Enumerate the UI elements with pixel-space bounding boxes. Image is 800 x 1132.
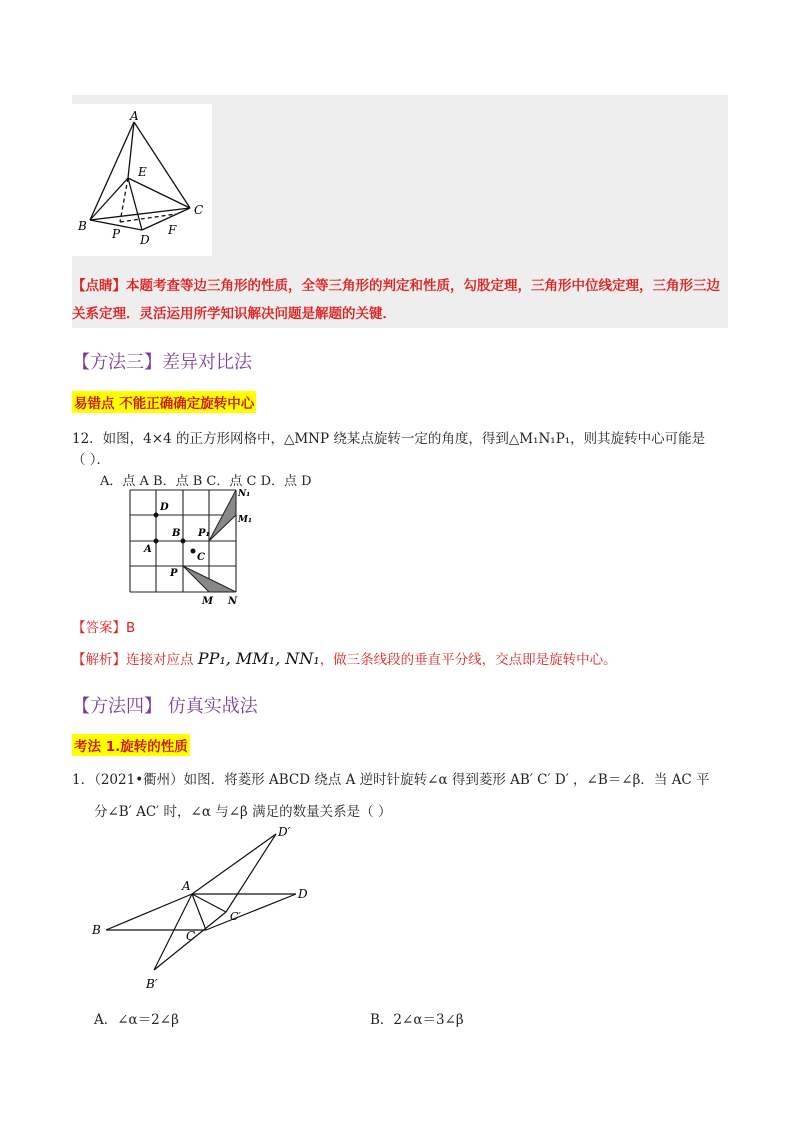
answer-value: B [126, 620, 136, 636]
answer-line [72, 616, 135, 636]
grid-label-C: C [197, 552, 205, 563]
grid-label-N: N [228, 596, 238, 607]
label-P: P [112, 227, 121, 241]
q1-option-b: B．2∠α＝3∠β [370, 1012, 464, 1028]
analysis-pre: 连接对应点 [126, 652, 198, 668]
grid-label-M: M [202, 596, 214, 607]
q1-line2: 分∠B′ AC′ 时，∠α 与∠β 满足的数量关系是（ ） [94, 804, 392, 820]
grid-label-N1: N₁ [238, 489, 251, 499]
label-F: F [168, 223, 177, 237]
rhombus-label-D: D [298, 887, 308, 901]
grid-label-P1: P₁ [198, 528, 210, 539]
grid-label-M1: M₁ [238, 515, 252, 525]
grid-figure [122, 484, 262, 608]
q1-line1: 1．（2021•衢州）如图．将菱形 ABCD 绕点 A 逆时针旋转∠α 得到菱形 AB′ C′ D′ ，∠B＝∠β．当 AC 平 [72, 772, 710, 788]
rhombus-label-C-prime: C′ [230, 910, 241, 923]
grid-label-A: A [144, 544, 152, 555]
rhombus-label-B: B [92, 923, 101, 937]
grid-label-B: B [172, 528, 181, 539]
q12-options: A．点 A B．点 B C．点 C D．点 D [100, 474, 312, 489]
q12-stem-line2: （ ）． [72, 452, 111, 468]
rhombus-figure [86, 822, 326, 994]
q1-option-a: A．∠α＝2∠β [94, 1012, 179, 1028]
kaofa-label: 考法 1.旋转的性质 [72, 734, 190, 756]
label-D: D [140, 233, 150, 247]
method3-title: 【方法三】差异对比法 [72, 352, 252, 373]
q12-stem-line1: 12．如图，4×4 的正方形网格中，△MNP 绕某点旋转一定的角度，得到△M₁N₁P₁，则其旋转中心可能是 [72, 431, 706, 447]
insight-tag: 【点睛】 [72, 278, 126, 294]
label-E: E [138, 165, 147, 179]
analysis-post: ，做三条线段的垂直平分线，交点即是旋转中心。 [319, 652, 617, 668]
rhombus-label-B-prime: B′ [146, 977, 158, 991]
insight-text: 本题考查等边三角形的性质，全等三角形的判定和性质，勾股定理，三角形中位线定理，三角形三边关系定理．灵活运用所学知识解决问题是解题的关键． [72, 278, 720, 322]
insight-note [72, 272, 728, 328]
label-B: B [78, 219, 87, 233]
triangle-figure [72, 104, 212, 256]
rhombus-label-A: A [182, 879, 191, 893]
analysis-formula: PP₁, MM₁, NN₁ [197, 649, 320, 668]
grid-label-D: D [160, 502, 169, 513]
analysis-tag: 【解析】 [72, 652, 126, 668]
method4-title: 【方法四】 仿真实战法 [72, 696, 258, 717]
answer-tag: 【答案】 [72, 620, 126, 636]
label-A: A [130, 109, 139, 123]
rhombus-label-C: C [186, 929, 196, 943]
label-C: C [194, 203, 204, 217]
grid-label-P: P [170, 568, 178, 579]
pitfall-label: 易错点 不能正确确定旋转中心 [72, 391, 256, 413]
rhombus-label-D-prime: D′ [278, 825, 291, 839]
analysis-line [72, 648, 617, 668]
